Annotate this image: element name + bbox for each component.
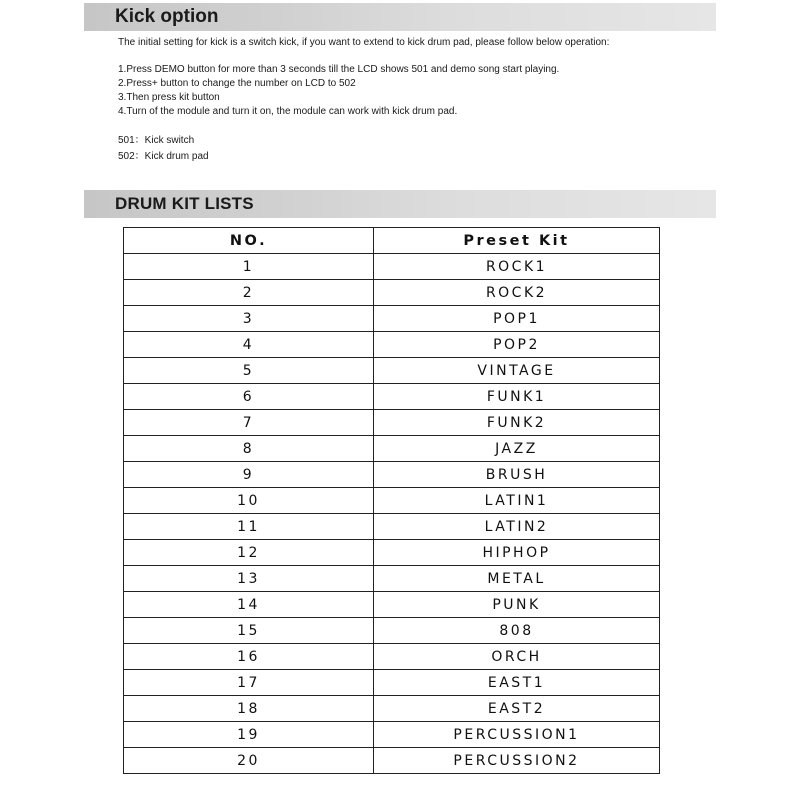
table-row xyxy=(124,514,660,540)
kit-number-cell: 9 xyxy=(124,462,374,488)
kick-option-header-bar xyxy=(84,3,716,31)
kit-number-cell: 3 xyxy=(124,306,374,332)
table-row xyxy=(124,410,660,436)
preset-kit-cell: ORCH xyxy=(374,644,660,670)
kit-number-cell: 4 xyxy=(124,332,374,358)
preset-kit-cell: BRUSH xyxy=(374,462,660,488)
preset-kit-cell: FUNK1 xyxy=(374,384,660,410)
table-row xyxy=(124,488,660,514)
preset-kit-cell: HIPHOP xyxy=(374,540,660,566)
preset-kit-cell: PERCUSSION2 xyxy=(374,748,660,774)
kick-code-502: 502：Kick drum pad xyxy=(118,151,209,162)
table-row xyxy=(124,696,660,722)
drum-kit-table-body xyxy=(124,254,660,774)
preset-kit-cell: LATIN2 xyxy=(374,514,660,540)
preset-kit-cell: LATIN1 xyxy=(374,488,660,514)
kick-option-title: Kick option xyxy=(115,6,219,27)
preset-kit-cell: ROCK2 xyxy=(374,280,660,306)
kit-number-cell: 20 xyxy=(124,748,374,774)
column-header-preset-kit: Preset Kit xyxy=(374,228,660,254)
kick-code-501: 501：Kick switch xyxy=(118,135,195,146)
kit-number-cell: 17 xyxy=(124,670,374,696)
preset-kit-cell: EAST1 xyxy=(374,670,660,696)
preset-kit-cell: PERCUSSION1 xyxy=(374,722,660,748)
preset-kit-cell: PUNK xyxy=(374,592,660,618)
kit-number-cell: 13 xyxy=(124,566,374,592)
kick-step-2: 2.Press+ button to change the number on LCD to 502 xyxy=(118,78,356,89)
table-row xyxy=(124,280,660,306)
table-row xyxy=(124,254,660,280)
preset-kit-cell: POP1 xyxy=(374,306,660,332)
drum-kit-lists-title: DRUM KIT LISTS xyxy=(115,194,254,213)
table-row xyxy=(124,462,660,488)
kit-number-cell: 11 xyxy=(124,514,374,540)
kick-step-4: 4.Turn of the module and turn it on, the module can work with kick drum pad. xyxy=(118,106,458,117)
kick-step-3: 3.Then press kit button xyxy=(118,92,220,103)
kit-number-cell: 7 xyxy=(124,410,374,436)
kit-number-cell: 15 xyxy=(124,618,374,644)
preset-kit-cell: POP2 xyxy=(374,332,660,358)
table-row xyxy=(124,540,660,566)
table-row xyxy=(124,306,660,332)
drum-kit-lists-header-bar xyxy=(84,190,716,218)
drum-kit-table xyxy=(123,227,660,774)
kit-number-cell: 10 xyxy=(124,488,374,514)
kit-number-cell: 5 xyxy=(124,358,374,384)
table-row xyxy=(124,566,660,592)
kit-number-cell: 8 xyxy=(124,436,374,462)
table-row xyxy=(124,358,660,384)
table-row xyxy=(124,436,660,462)
table-row xyxy=(124,644,660,670)
preset-kit-cell: ROCK1 xyxy=(374,254,660,280)
preset-kit-cell: FUNK2 xyxy=(374,410,660,436)
kick-step-1: 1.Press DEMO button for more than 3 seconds till the LCD shows 501 and demo song start playing. xyxy=(118,64,560,75)
kit-number-cell: 18 xyxy=(124,696,374,722)
kit-number-cell: 2 xyxy=(124,280,374,306)
preset-kit-cell: JAZZ xyxy=(374,436,660,462)
preset-kit-cell: VINTAGE xyxy=(374,358,660,384)
table-header-row xyxy=(124,228,660,254)
kit-number-cell: 12 xyxy=(124,540,374,566)
column-header-number: NO. xyxy=(124,228,374,254)
preset-kit-cell: METAL xyxy=(374,566,660,592)
kit-number-cell: 16 xyxy=(124,644,374,670)
kick-intro-text: The initial setting for kick is a switch kick, if you want to extend to kick drum pad, please follow below operation: xyxy=(118,37,610,48)
table-row xyxy=(124,722,660,748)
preset-kit-cell: 808 xyxy=(374,618,660,644)
table-row xyxy=(124,670,660,696)
table-row xyxy=(124,592,660,618)
kit-number-cell: 19 xyxy=(124,722,374,748)
table-row xyxy=(124,748,660,774)
kit-number-cell: 14 xyxy=(124,592,374,618)
kit-number-cell: 6 xyxy=(124,384,374,410)
table-row xyxy=(124,332,660,358)
table-row xyxy=(124,618,660,644)
preset-kit-cell: EAST2 xyxy=(374,696,660,722)
kit-number-cell: 1 xyxy=(124,254,374,280)
table-row xyxy=(124,384,660,410)
